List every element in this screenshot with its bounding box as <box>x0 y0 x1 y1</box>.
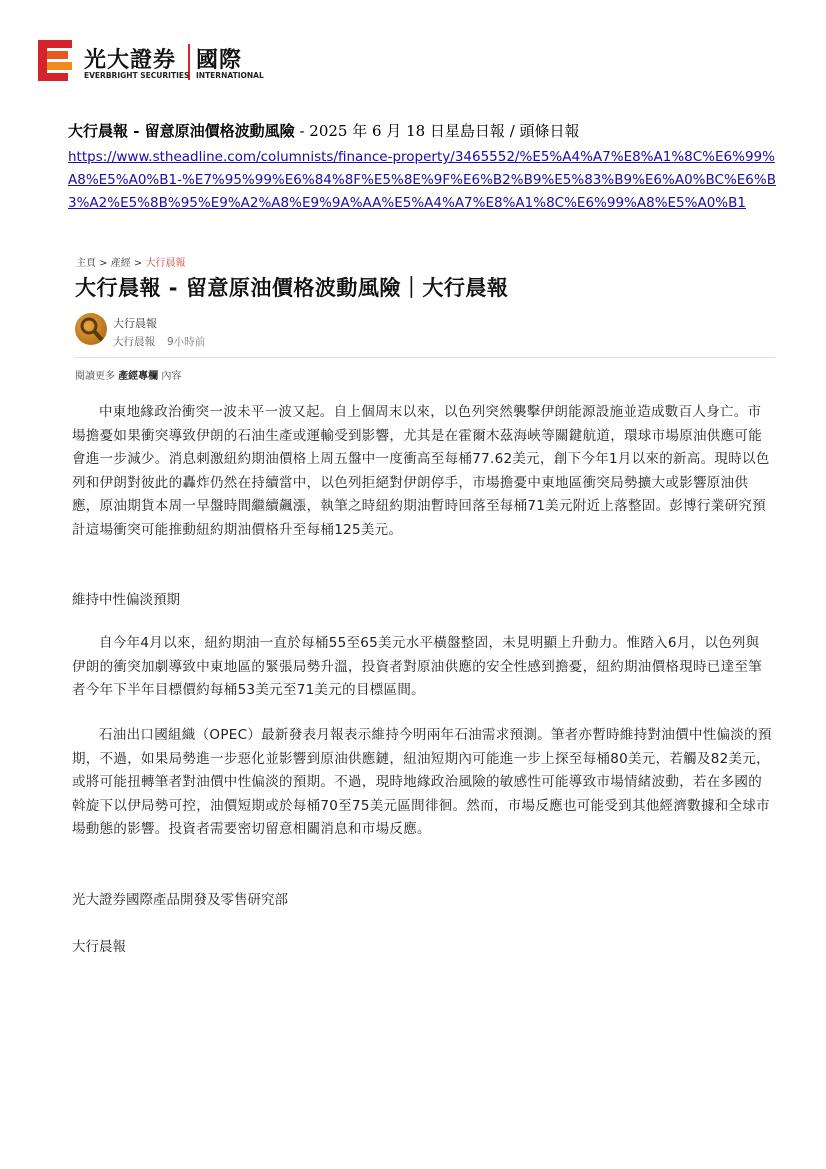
paragraph-3 <box>72 724 772 842</box>
article-title: 大行晨報 - 留意原油價格波動風險｜大行晨報 <box>75 276 509 300</box>
paragraph-1 <box>72 401 772 542</box>
logo-chinese-name: 光大證券 <box>84 48 177 73</box>
section-heading: 維持中性偏淡預期 <box>72 592 180 608</box>
company-logo <box>38 40 278 84</box>
read-more-suffix: 內容 <box>158 371 182 382</box>
citation-source: - 2025 年 6 月 18 日星島日報 / 頭條日報 <box>294 122 580 140</box>
paragraph-text: 石油出口國組織（OPEC）最新發表月報表示維持今明兩年石油需求預測。筆者亦暫時維持對油價中性偏淡的預期，不過，如果局勢進一步惡化並影響到原油供應鏈，紐油短期內可能進一步上探至每桶80美元，若觸及82美元，或將可能扭轉筆者對油價中性偏淡的預期。不過，現時地緣政治風險的敏感性可能導致市場情緒波動，若在多國的斡旋下以伊局勢可控，油價短期或於每桶70至75美元區間徘徊。然而，市場反應也可能受到其他經濟數據和全球市場動態的影響。投資者需要密切留意相關消息和市場反應。 <box>72 727 772 837</box>
citation-title: 大行晨報 - 留意原油價格波動風險 <box>68 122 295 140</box>
breadcrumb-home[interactable]: 主頁 <box>76 258 96 269</box>
author-meta <box>113 334 205 349</box>
column-link[interactable]: 產經專欄 <box>118 371 159 382</box>
breadcrumb-separator: > <box>130 258 146 269</box>
article-url-link[interactable]: https://www.stheadline.com/columnists/finance-property/3465552/%E5%A4%A7%E8%A1%8C%E6%99%A8%E5%A0%B1-%E7%95%99%E6%84%8F%E5%8E%9F%E6%B2%B9%E5%83%B9%E6%A0%BC%E6%B3%A2%E5%8B%95%E9%A2%A8%E9%9A%AA%E5%A4%A7%E8%A1%8C%E6%99%A8%E5%A0%B1 <box>68 149 776 211</box>
magnifier-icon <box>75 313 107 345</box>
divider <box>75 357 775 358</box>
avatar[interactable] <box>75 313 107 345</box>
everbright-logo-icon <box>38 40 74 82</box>
paragraph-2 <box>72 632 772 703</box>
logo-chinese-international: 國際 <box>196 48 243 73</box>
logo-english-name: EVERBRIGHT SECURITIES <box>84 71 190 80</box>
read-more-line <box>75 367 181 382</box>
author-tag[interactable]: 大行晨報 <box>113 336 155 348</box>
logo-english-international: INTERNATIONAL <box>196 71 264 80</box>
breadcrumb <box>76 254 186 269</box>
breadcrumb-current[interactable]: 大行晨報 <box>145 258 186 269</box>
breadcrumb-separator: > <box>96 258 111 269</box>
publish-time: 9小時前 <box>167 336 206 348</box>
signature-department: 光大證券國際產品開發及零售研究部 <box>72 892 288 908</box>
read-more-prefix: 閱讀更多 <box>75 371 119 382</box>
paragraph-text: 中東地緣政治衝突一波未平一波又起。自上個周末以來，以色列突然襲擊伊朗能源設施並造成數百人身亡。市場擔憂如果衝突導致伊朗的石油生產或運輸受到影響，尤其是在霍爾木茲海峽等關鍵航道，環球市場原油供應可能會進一步減少。消息刺激紐約期油價格上周五盤中一度衝高至每桶77.62美元，創下今年1月以來的新高。現時以色列和伊朗對彼此的轟炸仍然在持續當中，以色列拒絕對伊朗停手，市場擔憂中東地區衝突局勢擴大或影響原油供應，原油期貨本周一早盤時間繼續飆漲，執筆之時紐約期油暫時回落至每桶71美元附近上落整固。彭博行業研究預計這場衝突可能推動紐約期油價格升至每桶125美元。 <box>72 404 770 538</box>
signature-name: 大行晨報 <box>72 939 126 955</box>
paragraph-text: 自今年4月以來，紐約期油一直於每桶55至65美元水平橫盤整固，未見明顯上升動力。惟踏入6月，以色列與伊朗的衝突加劇導致中東地區的緊張局勢升溫，投資者對原油供應的安全性感到擔憂，紐約期油價格現時已達至筆者今年下半年目標價約每桶53美元至71美元的目標區間。 <box>72 635 762 698</box>
breadcrumb-section[interactable]: 產經 <box>110 258 131 269</box>
author-name[interactable]: 大行晨報 <box>113 317 157 330</box>
citation-line <box>68 120 788 143</box>
